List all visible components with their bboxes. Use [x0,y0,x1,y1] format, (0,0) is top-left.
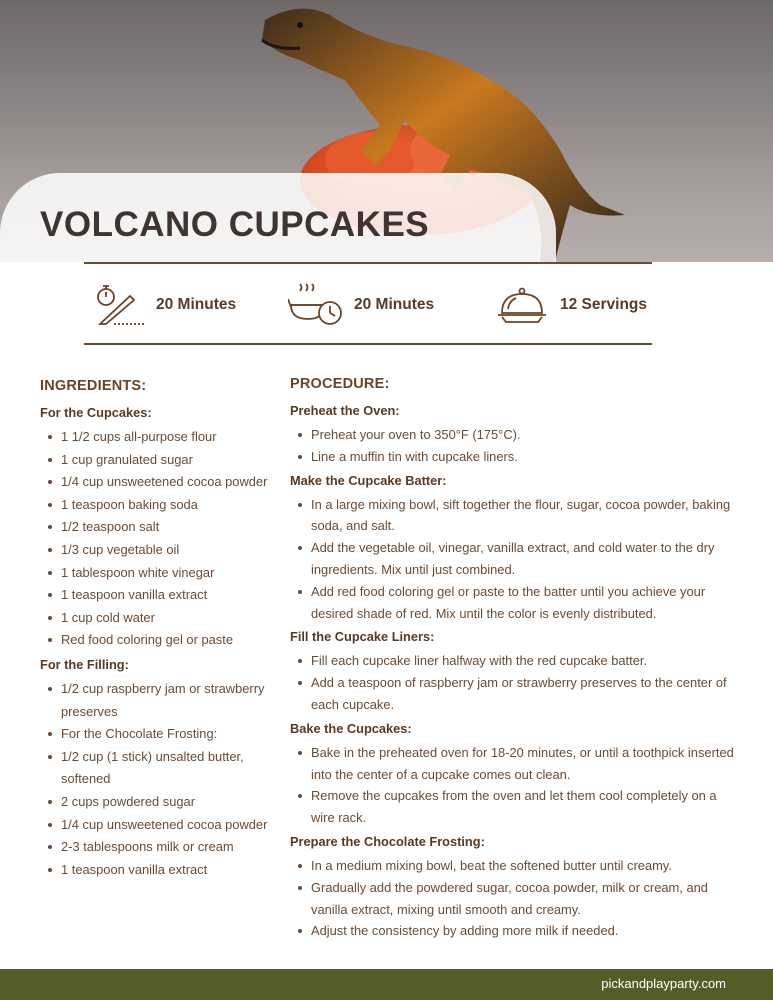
step-section-title: Make the Cupcake Batter: [290,472,447,488]
list-item: Bake in the preheated oven for 18-20 minutes, or until a toothpick inserted into the center of a cupcake comes out clean. [290,742,740,786]
step-list [290,494,740,625]
cupcakes-subheading: For the Cupcakes: [40,405,152,420]
serving-cloche-icon [496,283,550,327]
list-item: 1/4 cup unsweetened cocoa powder [40,814,280,837]
ingredients-heading: INGREDIENTS: [40,378,147,394]
filling-subheading: For the Filling: [40,656,129,672]
ingredients-column [40,372,280,881]
step-list [290,855,740,942]
step-list [290,424,740,468]
stats-top-rule [84,262,652,264]
step-section-title: Fill the Cupcake Liners: [290,629,435,645]
list-item: 1 teaspoon vanilla extract [40,584,280,607]
cupcake-ingredients-list [40,426,280,652]
list-item: Line a muffin tin with cupcake liners. [290,446,740,468]
step-section-title: Prepare the Chocolate Frosting: [290,833,485,849]
list-item: 1/2 teaspoon salt [40,516,280,539]
list-item: 1 teaspoon vanilla extract [40,859,280,882]
list-item: 2 cups powdered sugar [40,791,280,814]
list-item: 1 cup cold water [40,607,280,630]
list-item: 1/2 cup raspberry jam or strawberry preserves [40,678,280,723]
step-section-title: Preheat the Oven: [290,403,400,418]
procedure-column [290,372,740,942]
step-section-title: Bake the Cupcakes: [290,720,412,736]
cook-time-stat [288,283,434,327]
list-item: In a large mixing bowl, sift together the flour, sugar, cocoa powder, baking soda, and salt. [290,494,740,538]
servings-stat [496,283,647,327]
prep-time-stat [94,283,236,327]
list-item: 1/3 cup vegetable oil [40,539,280,562]
list-item: Red food coloring gel or paste [40,629,280,652]
list-item: 1 1/2 cups all-purpose flour [40,426,280,449]
website-link[interactable]: pickandplayparty.com [601,976,726,991]
list-item: Add a teaspoon of raspberry jam or strawberry preserves to the center of each cupcake. [290,672,740,716]
list-item: For the Chocolate Frosting: [40,723,280,746]
filling-ingredients-list [40,678,280,881]
list-item: 1/2 cup (1 stick) unsalted butter, softened [40,746,280,791]
list-item: 1 teaspoon baking soda [40,494,280,517]
list-item: 1 cup granulated sugar [40,449,280,472]
recipe-title: VOLCANO CUPCAKES [40,205,430,244]
prep-time-label: 20 Minutes [156,296,237,313]
list-item: Add red food coloring gel or paste to the batter until you achieve your desired shade of red. Mix until the color is evenly distributed. [290,581,740,625]
step-list [290,742,740,829]
list-item: 1/4 cup unsweetened cocoa powder [40,471,280,494]
servings-label: 12 Servings [560,296,648,313]
list-item: 1 tablespoon white vinegar [40,562,280,585]
list-item: Remove the cupcakes from the oven and let them cool completely on a wire rack. [290,785,740,829]
procedure-heading: PROCEDURE: [290,376,390,392]
list-item: Adjust the consistency by adding more milk if needed. [290,920,740,942]
list-item: 2-3 tablespoons milk or cream [40,836,280,859]
list-item: Gradually add the powdered sugar, cocoa powder, milk or cream, and vanilla extract, mixing until smooth and creamy. [290,877,740,921]
pan-timer-icon [288,283,344,327]
stopwatch-knife-icon [94,283,146,327]
list-item: Add the vegetable oil, vinegar, vanilla extract, and cold water to the dry ingredients. Mix until just combined. [290,537,740,581]
step-list [290,650,740,715]
list-item: In a medium mixing bowl, beat the softened butter until creamy. [290,855,740,877]
list-item: Preheat your oven to 350°F (175°C). [290,424,740,446]
stats-bottom-rule [84,343,652,345]
cook-time-label: 20 Minutes [354,296,435,313]
footer-bar [0,969,773,1000]
list-item: Fill each cupcake liner halfway with the red cupcake batter. [290,650,740,672]
